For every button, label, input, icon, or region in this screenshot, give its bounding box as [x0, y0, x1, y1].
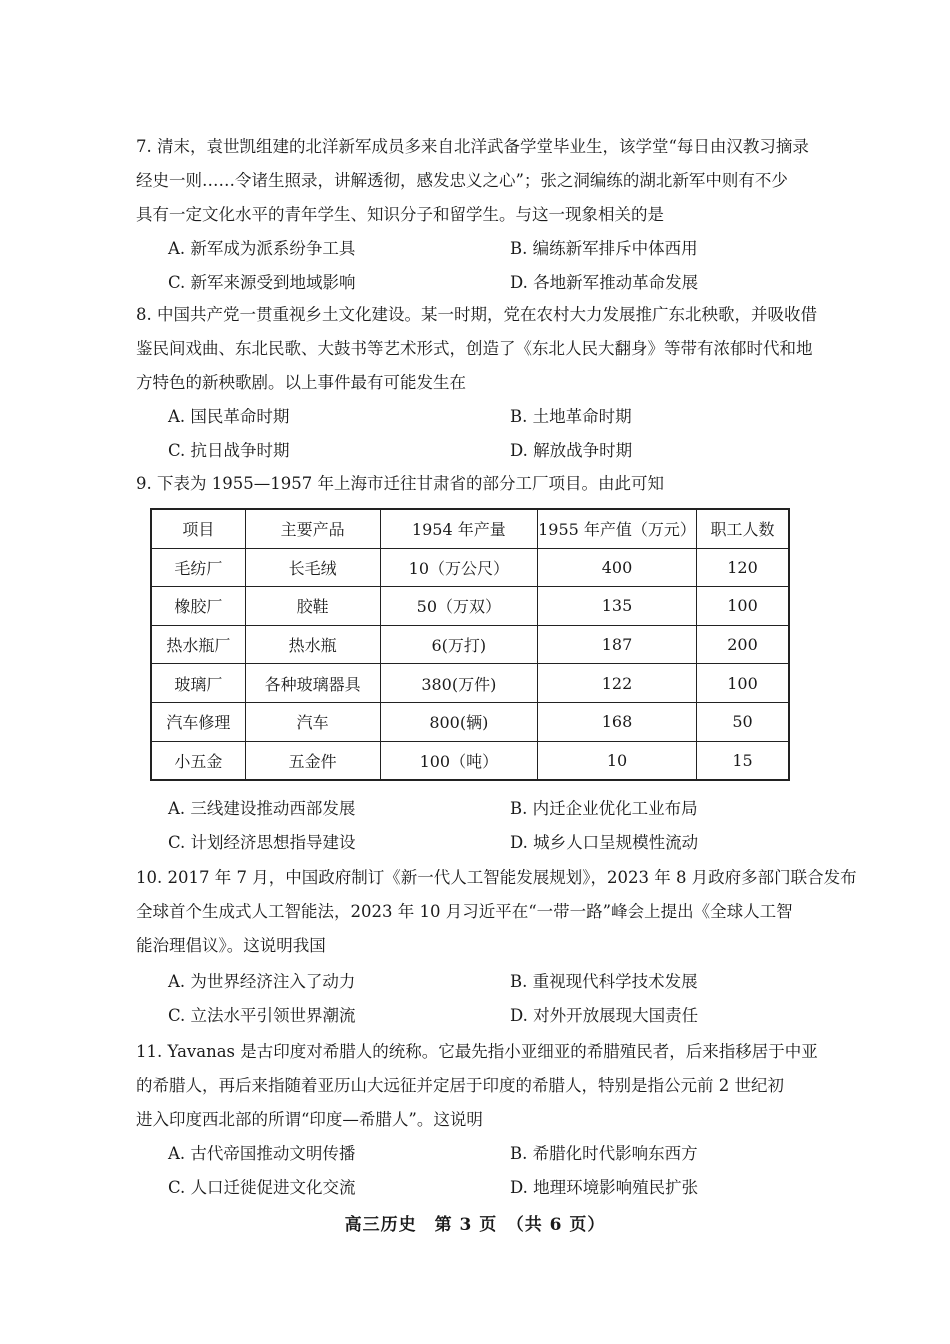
table-cell: 玻璃厂: [151, 664, 245, 703]
table-cell: 橡胶厂: [151, 587, 245, 626]
q8-line-3: 方特色的新秧歌剧。以上事件最有可能发生在: [136, 373, 466, 392]
table-header-value-1955: 1955 年产值（万元）: [538, 509, 697, 548]
q10-line-3: 能治理倡议》。这说明我国: [136, 936, 326, 955]
table-cell: 长毛绒: [245, 548, 380, 587]
q7-option-d[interactable]: D. 各地新军推动革命发展: [510, 273, 699, 292]
factory-table: [150, 508, 790, 781]
table-row: [151, 664, 789, 703]
table-cell: 各种玻璃器具: [245, 664, 380, 703]
q8-option-c[interactable]: C. 抗日战争时期: [168, 441, 290, 460]
q11-option-b[interactable]: B. 希腊化时代影响东西方: [510, 1144, 698, 1163]
table-cell: 热水瓶厂: [151, 625, 245, 664]
q11-option-c[interactable]: C. 人口迁徙促进文化交流: [168, 1178, 356, 1197]
table-cell: 400: [538, 548, 697, 587]
q8-option-d[interactable]: D. 解放战争时期: [510, 441, 633, 460]
table-row: [151, 625, 789, 664]
table-cell: 50: [697, 702, 790, 741]
table-header-output-1954: 1954 年产量: [380, 509, 537, 548]
table-cell: 800(辆): [380, 702, 537, 741]
table-cell: 168: [538, 702, 697, 741]
table-cell: 100: [697, 587, 790, 626]
q11-line-3: 进入印度西北部的所谓“印度—希腊人”。这说明: [136, 1110, 483, 1129]
question-8-stem: [136, 298, 836, 400]
q8-line-2: 鉴民间戏曲、东北民歌、大鼓书等艺术形式，创造了《东北人民大翻身》等带有浓郁时代和地: [136, 339, 813, 358]
q9-option-b[interactable]: B. 内迁企业优化工业布局: [510, 799, 698, 818]
q8-line-1: 8. 中国共产党一贯重视乡土文化建设。某一时期，党在农村大力发展推广东北秧歌，并吸收借: [136, 305, 817, 324]
q10-line-1: 10. 2017 年 7 月，中国政府制订《新一代人工智能发展规划》，2023 年 8 月政府多部门联合发布: [136, 868, 857, 887]
table-cell: 50（万双）: [380, 587, 537, 626]
table-cell: 200: [697, 625, 790, 664]
q9-option-c[interactable]: C. 计划经济思想指导建设: [168, 833, 356, 852]
q7-line-2: 经史一则……令诸生照录，讲解透彻，感发忠义之心”；张之洞编练的湖北新军中则有不少: [136, 171, 788, 190]
table-header-product: 主要产品: [245, 509, 380, 548]
table-cell: 汽车: [245, 702, 380, 741]
q8-option-b[interactable]: B. 土地革命时期: [510, 407, 632, 426]
q10-option-b[interactable]: B. 重视现代科学技术发展: [510, 972, 698, 991]
table-cell: 10（万公尺）: [380, 548, 537, 587]
q7-option-a[interactable]: A. 新军成为派系纷争工具: [168, 239, 356, 258]
q8-option-a[interactable]: A. 国民革命时期: [168, 407, 290, 426]
question-9-stem: [136, 467, 836, 501]
page-footer: 高三历史 第 3 页 （共 6 页）: [344, 1215, 606, 1235]
table-row: [151, 741, 789, 780]
q9-option-a[interactable]: A. 三线建设推动西部发展: [168, 799, 356, 818]
table-cell: 15: [697, 741, 790, 780]
q7-option-c[interactable]: C. 新军来源受到地域影响: [168, 273, 356, 292]
question-10-stem: [136, 861, 857, 963]
table-cell: 胶鞋: [245, 587, 380, 626]
table-cell: 187: [538, 625, 697, 664]
table-cell: 热水瓶: [245, 625, 380, 664]
table-header-staff: 职工人数: [697, 509, 790, 548]
question-7-options: [168, 232, 818, 300]
q10-option-d[interactable]: D. 对外开放展现大国责任: [510, 1006, 699, 1025]
q7-line-3: 具有一定文化水平的青年学生、知识分子和留学生。与这一现象相关的是: [136, 205, 664, 224]
table-cell: 6(万打): [380, 625, 537, 664]
table-cell: 五金件: [245, 741, 380, 780]
q11-option-a[interactable]: A. 古代帝国推动文明传播: [168, 1144, 356, 1163]
q9-option-d[interactable]: D. 城乡人口呈规模性流动: [510, 833, 699, 852]
q10-line-2: 全球首个生成式人工智能法，2023 年 10 月习近平在“一带一路”峰会上提出《全球人工智: [136, 902, 793, 921]
q7-line-1: 7. 清末，袁世凯组建的北洋新军成员多来自北洋武备学堂毕业生，该学堂“每日由汉教习摘录: [136, 137, 809, 156]
question-10-options: [168, 965, 818, 1033]
table-cell: 122: [538, 664, 697, 703]
table-cell: 100: [697, 664, 790, 703]
table-row: [151, 702, 789, 741]
table-row: [151, 548, 789, 587]
table-cell: 100（吨）: [380, 741, 537, 780]
table-cell: 汽车修理: [151, 702, 245, 741]
table-cell: 120: [697, 548, 790, 587]
question-7-stem: [136, 130, 836, 232]
table-cell: 135: [538, 587, 697, 626]
q10-option-c[interactable]: C. 立法水平引领世界潮流: [168, 1006, 356, 1025]
question-8-options: [168, 400, 818, 468]
table-cell: 380(万件): [380, 664, 537, 703]
table-cell: 小五金: [151, 741, 245, 780]
table-row: [151, 587, 789, 626]
q10-option-a[interactable]: A. 为世界经济注入了动力: [168, 972, 356, 991]
question-11-stem: [136, 1035, 836, 1137]
q11-line-1: 11. Yavanas 是古印度对希腊人的统称。它最先指小亚细亚的希腊殖民者，后来指移居于中亚: [136, 1042, 818, 1061]
table-header-project: 项目: [151, 509, 245, 548]
q7-option-b[interactable]: B. 编练新军排斥中体西用: [510, 239, 698, 258]
table-header-row: [151, 509, 789, 548]
question-11-options: [168, 1137, 818, 1205]
table-cell: 毛纺厂: [151, 548, 245, 587]
q11-option-d[interactable]: D. 地理环境影响殖民扩张: [510, 1178, 699, 1197]
q11-line-2: 的希腊人，再后来指随着亚历山大远征并定居于印度的希腊人，特别是指公元前 2 世纪初: [136, 1076, 784, 1095]
question-9-options: [168, 792, 818, 860]
table-cell: 10: [538, 741, 697, 780]
q9-line-1: 9. 下表为 1955—1957 年上海市迁往甘肃省的部分工厂项目。由此可知: [136, 474, 664, 493]
